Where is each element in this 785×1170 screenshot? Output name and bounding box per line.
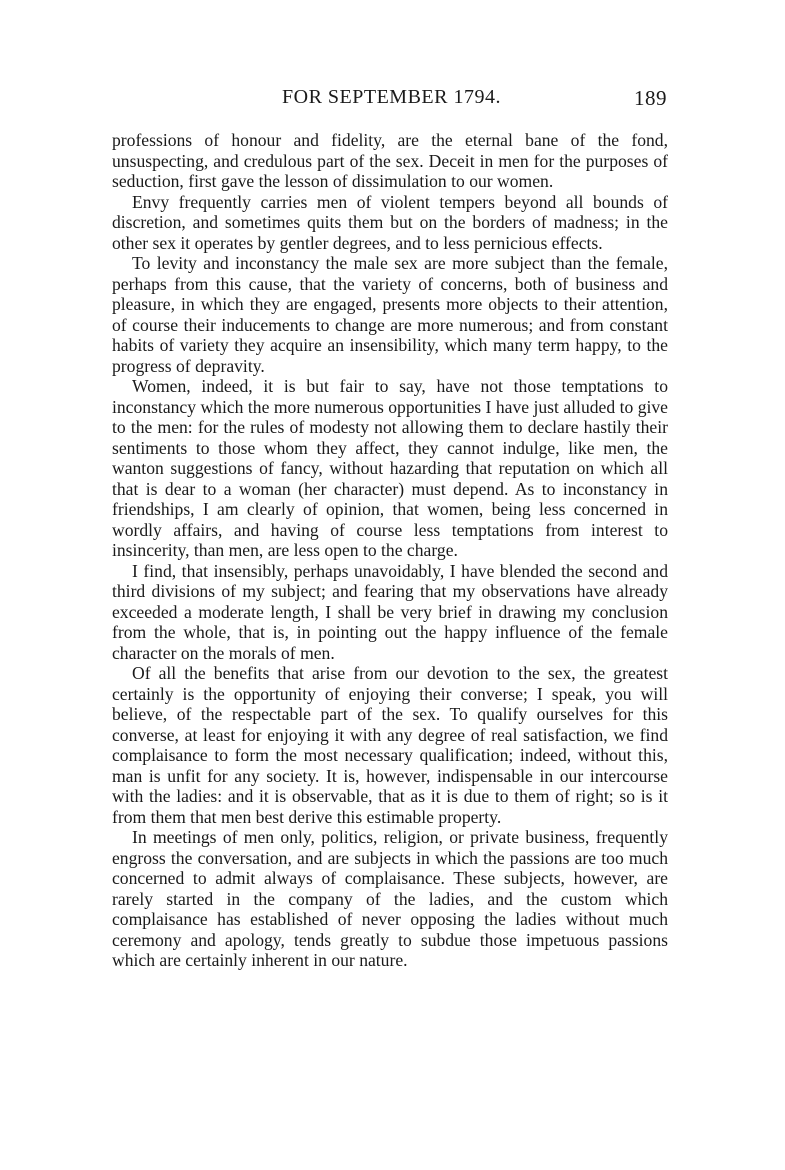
paragraph: Women, indeed, it is but fair to say, have not those temptations to inconstancy which the more numerous opportunities I have just alluded to give to the men: for the rules of modesty not allowing them to declare hastily their sentiments to those whom they affect, they cannot indulge, like men, the wanton suggestions of fancy, without hazarding that reputation on which all that is dear to a woman (her character) must depend. As to inconstancy in friendships, I am clearly of opinion, that women, being less concerned in wordly affairs, and having of course less temptations from interest to insincerity, than men, are less open to the charge. (112, 376, 668, 560)
paragraph: I find, that insensibly, perhaps unavoidably, I have blended the second and third divisions of my subject; and fearing that my observations have already exceeded a moderate length, I shall be very brief in drawing my conclusion from the whole, that is, in pointing out the happy influence of the female character on the morals of men. (112, 560, 668, 663)
paragraph: Of all the benefits that arise from our devotion to the sex, the greatest certainly is the opportunity of enjoying their converse; I speak, you will believe, of the respectable part of the sex. To qualify ourselves for this converse, at least for enjoying it with any degree of real satisfaction, we find complaisance to form the most necessary qualification; indeed, without this, man is unfit for any society. It is, however, indispensable in our intercourse with the ladies: and it is observable, that as it is due to them of right; so is it from them that men best derive this estimable property. (112, 663, 668, 827)
body-text (112, 130, 668, 971)
running-title: FOR SEPTEMBER 1794. (282, 86, 501, 108)
paragraph: Envy frequently carries men of violent tempers beyond all bounds of discretion, and sometimes quits them but on the borders of madness; in the other sex it operates by gentler degrees, and to less pernicious effects. (112, 191, 668, 253)
paragraph: To levity and inconstancy the male sex are more subject than the female, perhaps from this cause, that the variety of concerns, both of business and pleasure, in which they are engaged, presents more objects to their attention, of course their inducements to change are more numerous; and from constant habits of variety they acquire an insensibility, which many term happy, to the progress of depravity. (112, 253, 668, 376)
paragraph: professions of honour and fidelity, are the eternal bane of the fond, unsuspecting, and credulous part of the sex. Deceit in men for the purposes of seduction, first gave the lesson of dissimulation to our women. (112, 130, 668, 191)
paragraph: In meetings of men only, politics, religion, or private business, frequently engross the conversation, and are subjects in which the passions are too much concerned to admit always of complaisance. These subjects, however, are rarely started in the company of the ladies, and the custom which complaisance has established of never opposing the ladies without much ceremony and apology, tends greatly to subdue those impetuous passions which are certainly inherent in our nature. (112, 827, 668, 970)
page-number: 189 (634, 86, 667, 110)
